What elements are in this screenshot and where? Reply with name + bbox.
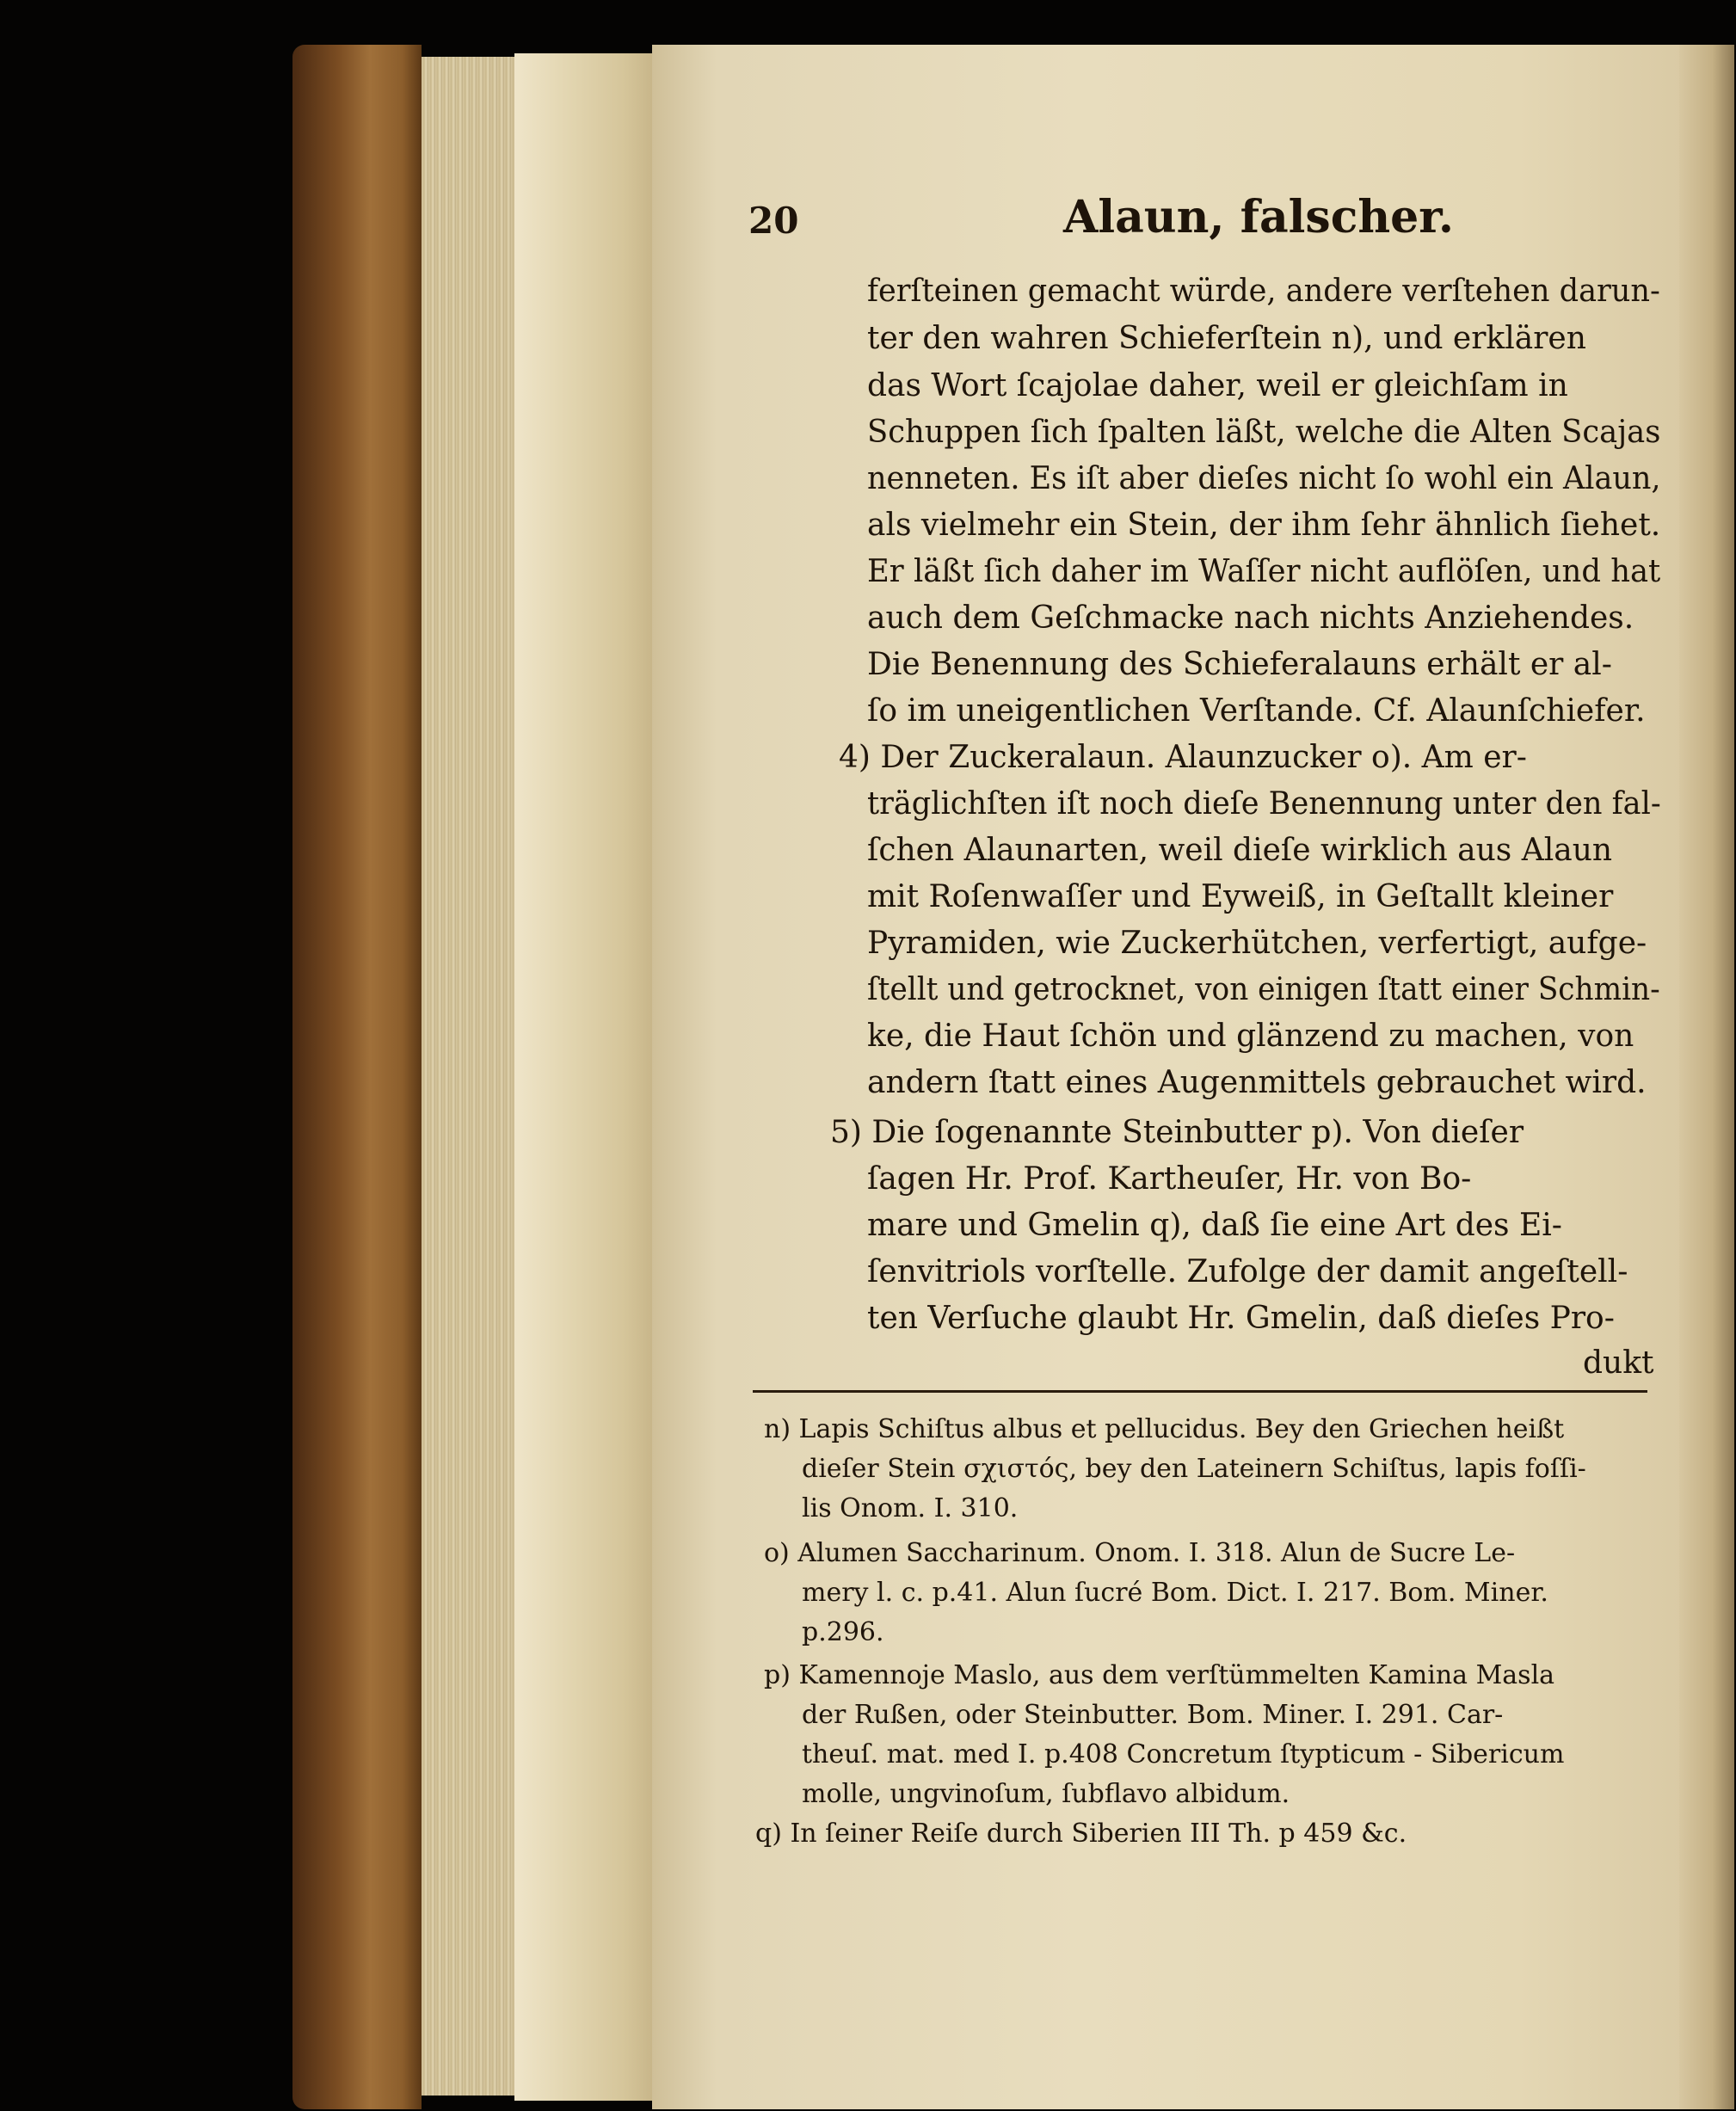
body-line: 5) Die ſogenannte Steinbutter p). Von dieſer	[830, 1115, 1524, 1150]
body-line: nenneten. Es iſt aber dieſes nicht ſo wohl ein Alaun,	[867, 461, 1661, 496]
body-line: ſchen Alaunarten, weil dieſe wirklich aus Alaun	[867, 833, 1613, 868]
page-stack	[514, 53, 652, 2101]
footnote-line: lis Onom. I. 310.	[802, 1493, 1019, 1523]
footnote-line: p) Kamennoje Maslo, aus dem verſtümmelten Kamina Masla	[764, 1660, 1555, 1690]
body-line: ten Verſuche glaubt Hr. Gmelin, daß dieſes Pro-	[867, 1301, 1615, 1336]
footnote-line: q) In ſeiner Reiſe durch Siberien III Th. p 459 &c.	[755, 1819, 1407, 1849]
body-line: das Wort ſcajolae daher, weil er gleichſam in	[867, 368, 1568, 403]
running-title: Alaun, falscher.	[1063, 191, 1454, 243]
body-line: als vielmehr ein Stein, der ihm ſehr ähnlich ſiehet.	[867, 508, 1661, 543]
body-line: mare und Gmelin q), daß ſie eine Art des Ei-	[867, 1208, 1562, 1243]
body-line: Pyramiden, wie Zuckerhütchen, verfertigt, aufge-	[867, 926, 1647, 961]
body-line: ſtellt und getrocknet, von einigen ſtatt einer Schmin-	[867, 972, 1660, 1007]
footnote-line: dieſer Stein σχιστός, bey den Lateinern Schiſtus, lapis foſſi-	[802, 1454, 1586, 1484]
body-line: 4) Der Zuckeralaun. Alaunzucker o). Am er-	[839, 740, 1527, 775]
footnote-line: der Rußen, oder Steinbutter. Bom. Miner. I. 291. Car-	[802, 1700, 1504, 1730]
body-line: träglichſten iſt noch dieſe Benennung unter den fal-	[867, 786, 1661, 822]
body-line: ſagen Hr. Prof. Kartheuſer, Hr. von Bo-	[867, 1161, 1472, 1197]
catchword: dukt	[1583, 1345, 1654, 1381]
body-line: Er läßt ſich daher im Waſſer nicht auflöſen, und hat	[867, 554, 1661, 589]
body-line: ke, die Haut ſchön und glänzend zu machen, von	[867, 1019, 1634, 1054]
page-number: 20	[748, 200, 799, 242]
body-line: ferſteinen gemacht würde, andere verſtehen darun-	[867, 274, 1660, 309]
body-line: Schuppen ſich ſpalten läßt, welche die Alten Scajas	[867, 415, 1661, 450]
body-line: mit Roſenwaſſer und Eyweiß, in Geſtallt kleiner	[867, 879, 1614, 914]
body-line: andern ſtatt eines Augenmittels gebrauchet wird.	[867, 1065, 1647, 1100]
footnote-line: molle, ungvinoſum, ſubflavo albidum.	[802, 1779, 1290, 1809]
right-page-edge	[1679, 45, 1734, 2109]
footnote-line: o) Alumen Saccharinum. Onom. I. 318. Alun de Sucre Le-	[764, 1538, 1516, 1568]
footnote-line: p.296.	[802, 1617, 884, 1647]
footnote-rule	[753, 1390, 1647, 1393]
body-line: ſenvitriols vorſtelle. Zufolge der damit angeſtell-	[867, 1254, 1628, 1289]
footnote-line: mery l. c. p.41. Alun ſucré Bom. Dict. I. 217. Bom. Miner.	[802, 1578, 1548, 1608]
page-block-edge	[422, 57, 514, 2096]
footnote-line: theuſ. mat. med I. p.408 Concretum ſtypticum - Sibericum	[802, 1739, 1565, 1769]
body-line: ter den wahren Schieferſtein n), und erklären	[867, 321, 1586, 356]
body-line: Die Benennung des Schieferalauns erhält er al-	[867, 647, 1612, 682]
body-line: ſo im uneigentlichen Verſtande. Cf. Alaunſchiefer.	[867, 693, 1646, 729]
footnote-line: n) Lapis Schiſtus albus et pellucidus. Bey den Griechen heißt	[764, 1414, 1565, 1444]
body-line: auch dem Geſchmacke nach nichts Anziehendes.	[867, 600, 1634, 636]
book-cover-edge	[292, 45, 422, 2109]
